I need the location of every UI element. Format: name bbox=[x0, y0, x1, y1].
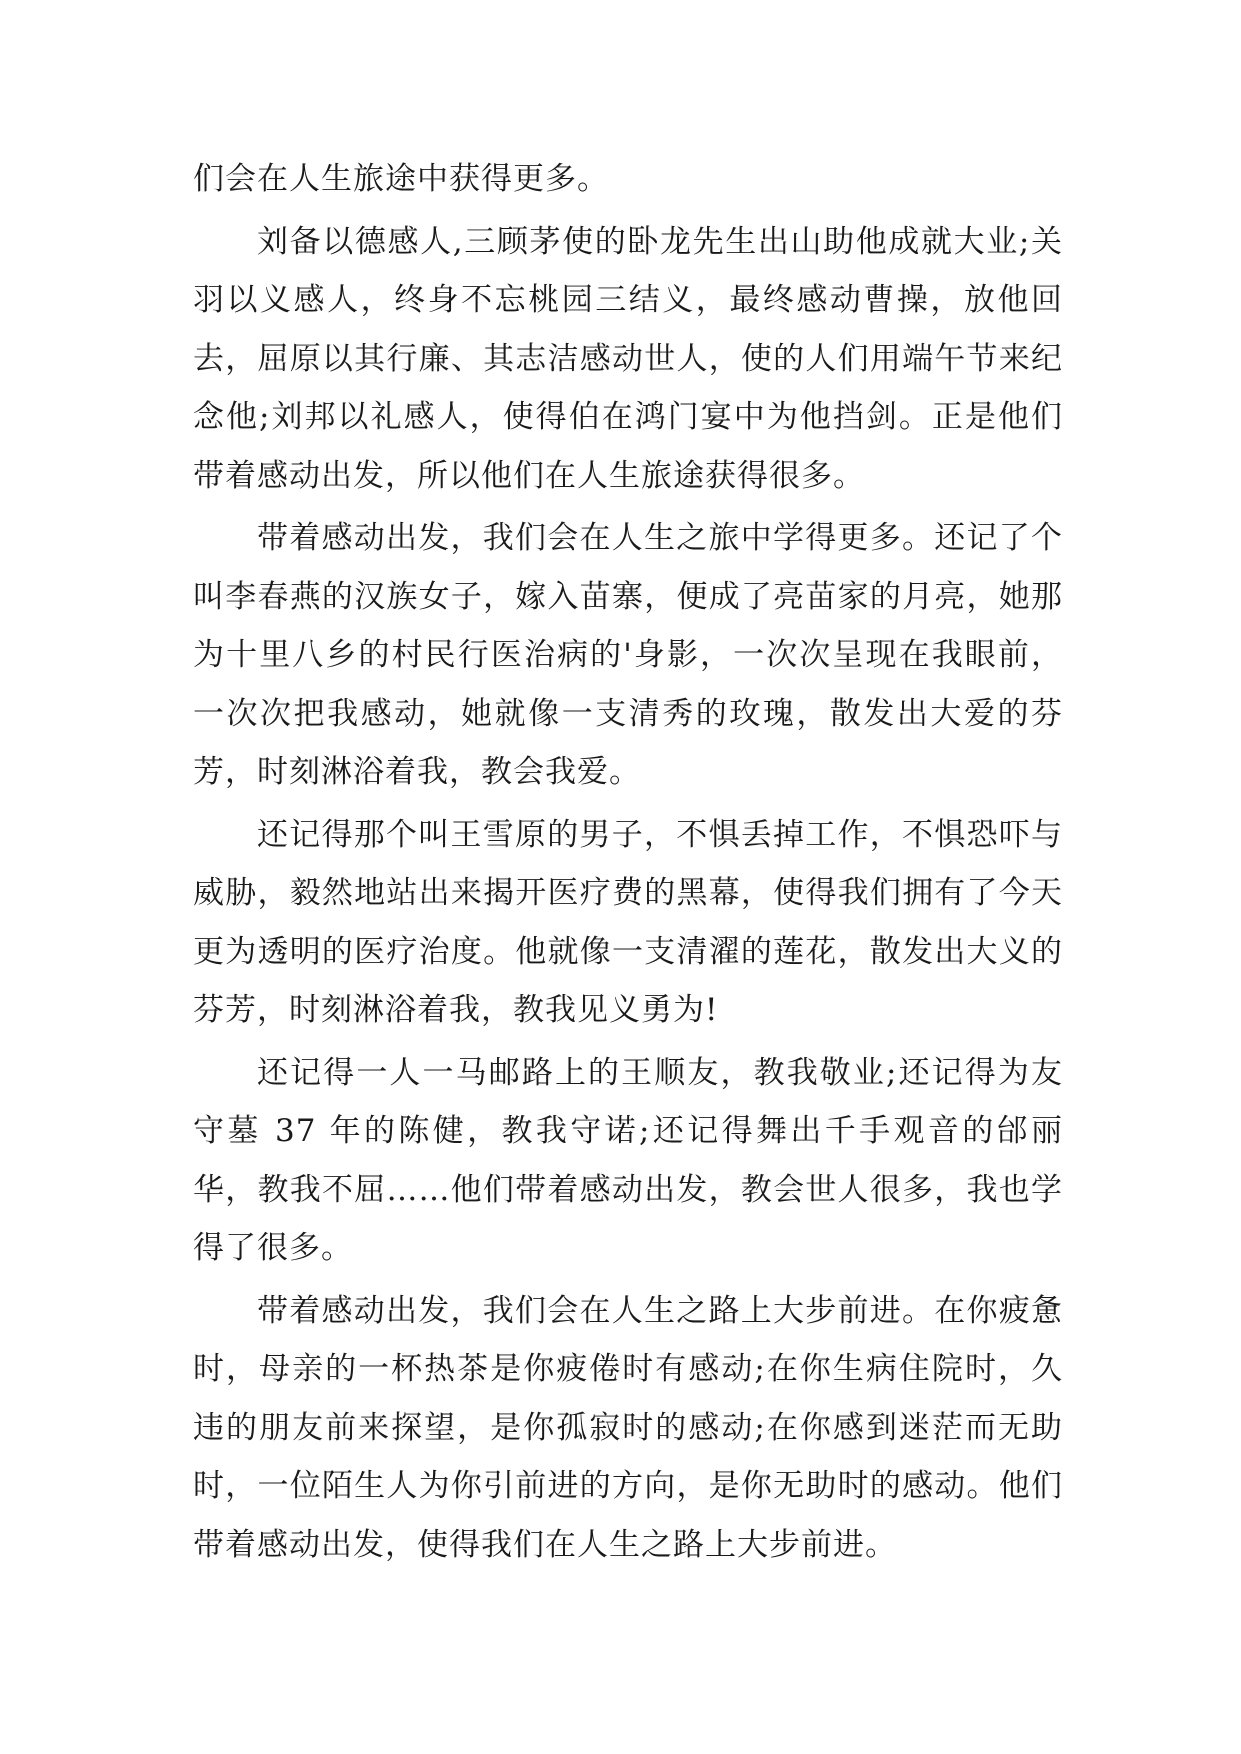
document-body bbox=[193, 150, 1063, 1578]
paragraph-role-models: 还记得一人一马邮路上的王顺友，教我敬业;还记得为友守墓 37 年的陈健，教我守诺;还记得舞出千手观音的邰丽华，教我不屈……他们带着感动出发，教会世人很多，我也学得了很多。 bbox=[193, 1054, 1063, 1266]
paragraph-life-road: 带着感动出发，我们会在人生之路上大步前进。在你疲惫时，母亲的一杯热茶是你疲倦时有感动;在你生病住院时，久违的朋友前来探望，是你孤寂时的感动;在你感到迷茫而无助时，一位陌生人为你引前进的方向，是你无助时的感动。他们带着感动出发，使得我们在人生之路上大步前进。 bbox=[193, 1292, 1063, 1563]
paragraph-wang-xueyuan: 还记得那个叫王雪原的男子，不惧丢掉工作，不惧恐吓与威胁，毅然地站出来揭开医疗费的黑幕，使得我们拥有了今天更为透明的医疗治度。他就像一支清濯的莲花，散发出大义的芬芳，时刻淋浴着我，教我见义勇为! bbox=[193, 816, 1063, 1028]
paragraph-continuation: 们会在人生旅途中获得更多。 bbox=[193, 161, 609, 197]
paragraph-liubei: 刘备以德感人,三顾茅使的卧龙先生出山助他成就大业;关羽以义感人，终身不忘桃园三结义，最终感动曹操，放他回去，屈原以其行廉、其志洁感动世人，使的人们用端午节来纪念他;刘邦以礼感人，使得伯在鸿门宴中为他挡剑。正是他们带着感动出发，所以他们在人生旅途获得很多。 bbox=[193, 223, 1063, 494]
paragraph-li-chunyan: 带着感动出发，我们会在人生之旅中学得更多。还记了个叫李春燕的汉族女子，嫁入苗寨，便成了亮苗家的月亮，她那为十里八乡的村民行医治病的'身影，一次次呈现在我眼前，一次次把我感动，她就像一支清秀的玫瑰，散发出大爱的芬芳，时刻淋浴着我，教会我爱。 bbox=[193, 520, 1063, 790]
